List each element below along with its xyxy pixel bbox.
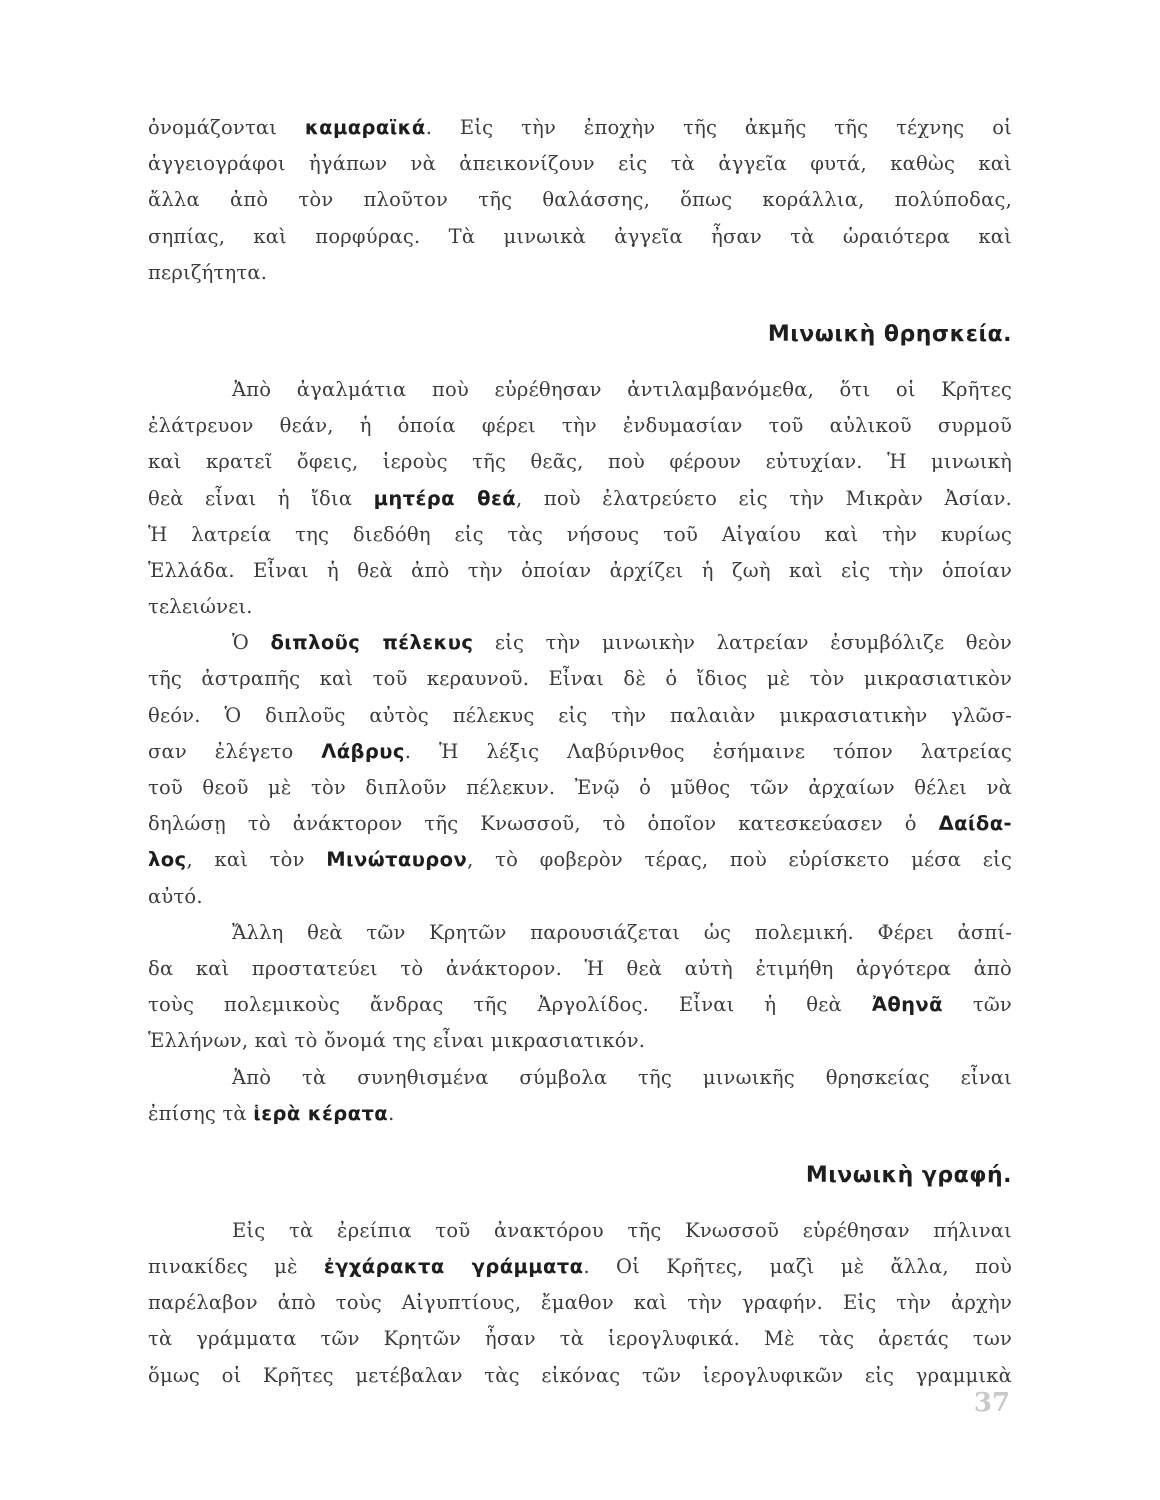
text-run: δα καὶ προστατεύει τὸ ἀνάκτορον. Ἡ θεὰ αὐτὴ ἐτιμήθη ἀργότερα ἀπὸ — [148, 956, 1012, 980]
text-run: αὐτό. — [148, 884, 203, 908]
text-line — [148, 1249, 1012, 1285]
text-run: Ἡ λατρεία της διεδόθη εἰς τὰς νήσους τοῦ Αἰγαίου καὶ τὴν κυρίως — [148, 522, 1012, 546]
bold-term: Ἀθηνᾶ — [871, 993, 943, 1017]
text-run: περιζήτητα. — [148, 260, 268, 284]
text-line — [148, 625, 1012, 661]
text-line — [148, 146, 1012, 182]
text-run: , ποὺ ἐλατρεύετο εἰς τὴν Μικρὰν Ἀσίαν. — [516, 486, 1012, 510]
text-line — [148, 1023, 1012, 1059]
text-line — [148, 879, 1012, 915]
text-run: Ἀπὸ τὰ συνηθισμένα σύμβολα τῆς μινωικῆς θρησκείας εἶναι — [232, 1065, 1012, 1089]
text-run: τὰ γράμματα τῶν Κρητῶν ἦσαν τὰ ἱερογλυφικά. Μὲ τὰς ἀρετάς των — [148, 1327, 1012, 1351]
bold-term: λος — [148, 848, 187, 872]
paragraph-pottery — [148, 110, 1012, 291]
text-run: Εἰς τὰ ἐρείπια τοῦ ἀνακτόρου τῆς Κνωσσοῦ εὑρέθησαν πήλιναι — [232, 1218, 1012, 1242]
text-line — [148, 987, 1012, 1023]
text-line — [148, 1096, 1012, 1132]
text-run: Ὁ — [232, 631, 271, 655]
text-line — [148, 806, 1012, 842]
text-run: Ἄλλη θεὰ τῶν Κρητῶν παρουσιάζεται ὡς πολεμική. Φέρει ἀσπί- — [232, 920, 1012, 944]
text-run: ὀνομάζονται — [148, 116, 305, 139]
paragraph-sacred-horns — [148, 1060, 1012, 1132]
text-run: . — [388, 1101, 395, 1125]
text-run: εἰς τὴν μινωικὴν λατρείαν ἐσυμβόλιζε θεὸν — [473, 631, 1012, 655]
page-number: 37 — [973, 1388, 1010, 1418]
text-run: παρέλαβον ἀπὸ τοὺς Αἰγυπτίους, ἔμαθον καὶ τὴν γραφήν. Εἰς τὴν ἀρχὴν — [148, 1291, 1012, 1315]
text-line — [148, 589, 1012, 625]
text-run: τῆς ἀστραπῆς καὶ τοῦ κεραυνοῦ. Εἶναι δὲ ὁ ἴδιος μὲ τὸν μικρασιατικὸν — [148, 667, 1012, 691]
text-run: . Οἱ Κρῆτες, μαζὶ μὲ ἄλλα, ποὺ — [583, 1255, 1012, 1279]
text-run: Ἑλλήνων, καὶ τὸ ὄνομά της εἶναι μικρασιατικόν. — [148, 1029, 646, 1053]
text-line — [148, 1060, 1012, 1096]
text-line — [148, 182, 1012, 218]
text-run: σηπίας, καὶ πορφύρας. Τὰ μινωικὰ ἀγγεῖα ἦσαν τὰ ὡραιότερα καὶ — [148, 224, 1012, 248]
text-line — [148, 1213, 1012, 1249]
paragraph-writing — [148, 1213, 1012, 1394]
bold-term: διπλοῦς πέλεκυς — [270, 631, 474, 655]
text-line — [148, 734, 1012, 770]
text-run: ἀγγειογράφοι ἠγάπων νὰ ἀπεικονίζουν εἰς τὰ ἀγγεῖα φυτά, καθὼς καὶ — [148, 152, 1012, 176]
text-line — [148, 372, 1012, 408]
text-line — [148, 915, 1012, 951]
text-line — [148, 110, 1012, 146]
bold-term: Δαίδα- — [938, 812, 1012, 836]
text-line — [148, 481, 1012, 517]
text-line — [148, 951, 1012, 987]
text-run: . Ἡ λέξις Λαβύρινθος ἐσήμαινε τόπον λατρείας — [404, 739, 1012, 763]
section-heading-writing: Μινωικὴ γραφή. — [805, 1162, 1012, 1188]
text-run: ὅμως οἱ Κρῆτες μετέβαλαν τὰς εἰκόνας τῶν ἱερογλυφικῶν εἰς γραμμικὰ — [148, 1363, 1012, 1387]
bold-term: ἱερὰ κέρατα — [253, 1101, 389, 1125]
bold-term: ἐγχάρακτα γράμματα — [323, 1255, 584, 1279]
text-line — [148, 661, 1012, 697]
paragraph-goddess — [148, 372, 1012, 625]
text-run: τοὺς πολεμικοὺς ἄνδρας τῆς Ἀργολίδος. Εἶναι ἡ θεὰ — [148, 993, 872, 1017]
text-line — [148, 553, 1012, 589]
paragraph-war-goddess — [148, 915, 1012, 1060]
bold-term: Μινώταυρον — [326, 848, 468, 872]
text-line — [148, 444, 1012, 480]
text-line — [148, 255, 1012, 291]
text-run: τοῦ θεοῦ μὲ τὸν διπλοῦν πέλεκυν. Ἐνῷ ὁ μῦθος τῶν ἀρχαίων θέλει νὰ — [148, 776, 1012, 799]
text-run: ἄλλα ἀπὸ τὸν πλοῦτον τῆς θαλάσσης, ὅπως κοράλλια, πολύποδας, — [148, 188, 1012, 212]
text-run: , καὶ τὸν — [186, 848, 327, 872]
text-run: Ἀπὸ ἀγαλμάτια ποὺ εὑρέθησαν ἀντιλαμβανόμεθα, ὅτι οἱ Κρῆτες — [232, 377, 1012, 401]
text-run: σαν ἐλέγετο — [148, 739, 322, 763]
text-line — [148, 770, 1012, 806]
text-line — [148, 408, 1012, 444]
text-line — [148, 842, 1012, 878]
bold-term: καμαραϊκά — [304, 116, 426, 139]
text-run: καὶ κρατεῖ ὄφεις, ἱεροὺς τῆς θεᾶς, ποὺ φέρουν εὐτυχίαν. Ἡ μινωικὴ — [148, 450, 1012, 474]
section-heading-religion: Μινωικὴ θρησκεία. — [767, 321, 1012, 347]
text-run: , τὸ φοβερὸν τέρας, ποὺ εὑρίσκετο μέσα εἰς — [467, 848, 1012, 872]
text-run: . Εἰς τὴν ἐποχὴν τῆς ἀκμῆς τῆς τέχνης οἱ — [425, 116, 1012, 139]
text-run: πινακίδες μὲ — [148, 1255, 324, 1279]
text-line — [148, 517, 1012, 553]
text-run: τελειώνει. — [148, 595, 253, 619]
text-column — [148, 110, 1012, 1394]
text-run: θεόν. Ὁ διπλοῦς αὐτὸς πέλεκυς εἰς τὴν παλαιὰν μικρασιατικὴν γλῶσ- — [148, 703, 1012, 727]
text-line — [148, 1285, 1012, 1321]
text-line — [148, 1321, 1012, 1357]
text-run: τῶν — [942, 993, 1012, 1017]
text-run: ἐπίσης τὰ — [148, 1101, 254, 1125]
bold-term: Λάβρυς — [321, 739, 405, 763]
text-line — [148, 1358, 1012, 1394]
text-run: Ἑλλάδα. Εἶναι ἡ θεὰ ἀπὸ τὴν ὁποίαν ἀρχίζει ἡ ζωὴ καὶ εἰς τὴν ὁποίαν — [148, 558, 1012, 582]
text-line — [148, 698, 1012, 734]
text-run: θεὰ εἶναι ἡ ἴδια — [148, 486, 374, 510]
bold-term: μητέρα θεά — [373, 486, 516, 510]
text-run: δηλώσῃ τὸ ἀνάκτορον τῆς Κνωσσοῦ, τὸ ὁποῖον κατεσκεύασεν ὁ — [148, 812, 939, 836]
text-run: ἐλάτρευον θεάν, ἡ ὁποία φέρει τὴν ἐνδυμασίαν τοῦ αὐλικοῦ συρμοῦ — [148, 414, 1012, 438]
paragraph-double-axe — [148, 625, 1012, 915]
text-line — [148, 219, 1012, 255]
